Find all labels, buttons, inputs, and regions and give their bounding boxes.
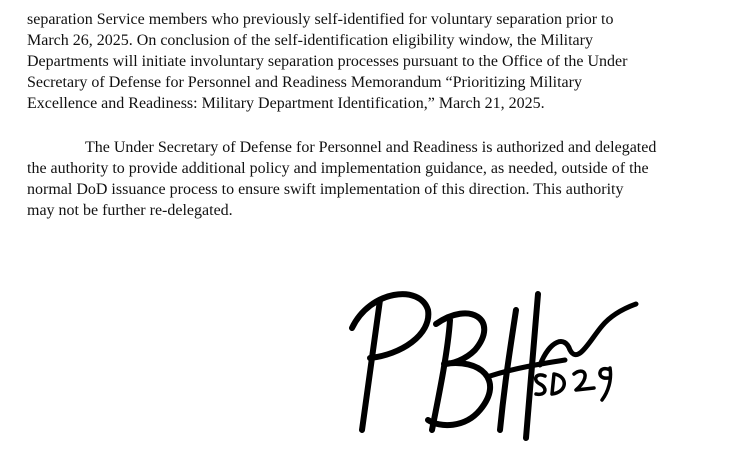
signature-stroke xyxy=(540,304,636,365)
paragraph-1-line: separation Service members who previously self-identified for voluntary separation prior to xyxy=(27,11,614,28)
paragraph-2 xyxy=(27,137,727,221)
paragraph-2-line: may not be further re-delegated. xyxy=(27,202,233,219)
signature-stroke xyxy=(552,374,564,394)
handwritten-signature xyxy=(340,280,640,450)
signature-stroke xyxy=(600,368,611,400)
signature-stroke xyxy=(352,294,428,358)
paragraph-2-line: The Under Secretary of Defense for Personnel and Readiness is authorized and delegated xyxy=(85,139,657,156)
paragraph-1-line: Secretary of Defense for Personnel and Readiness Memorandum “Prioritizing Military xyxy=(27,74,582,91)
paragraph-1-line: Departments will initiate involuntary separation processes pursuant to the Office of the Under xyxy=(27,53,628,70)
signature-stroke xyxy=(432,320,450,430)
signature-stroke xyxy=(574,371,594,390)
signature-stroke xyxy=(362,300,380,430)
signature-stroke xyxy=(536,375,545,394)
paragraph-1 xyxy=(27,9,727,114)
paragraph-2-line: the authority to provide additional policy and implementation guidance, as needed, outside of the xyxy=(27,160,649,177)
paragraph-2-line: normal DoD issuance process to ensure swift implementation of this direction. This authority xyxy=(27,181,624,198)
paragraph-1-line: March 26, 2025. On conclusion of the self-identification eligibility window, the Military xyxy=(27,32,593,49)
paragraph-1-line: Excellence and Readiness: Military Department Identification,” March 21, 2025. xyxy=(27,95,545,112)
